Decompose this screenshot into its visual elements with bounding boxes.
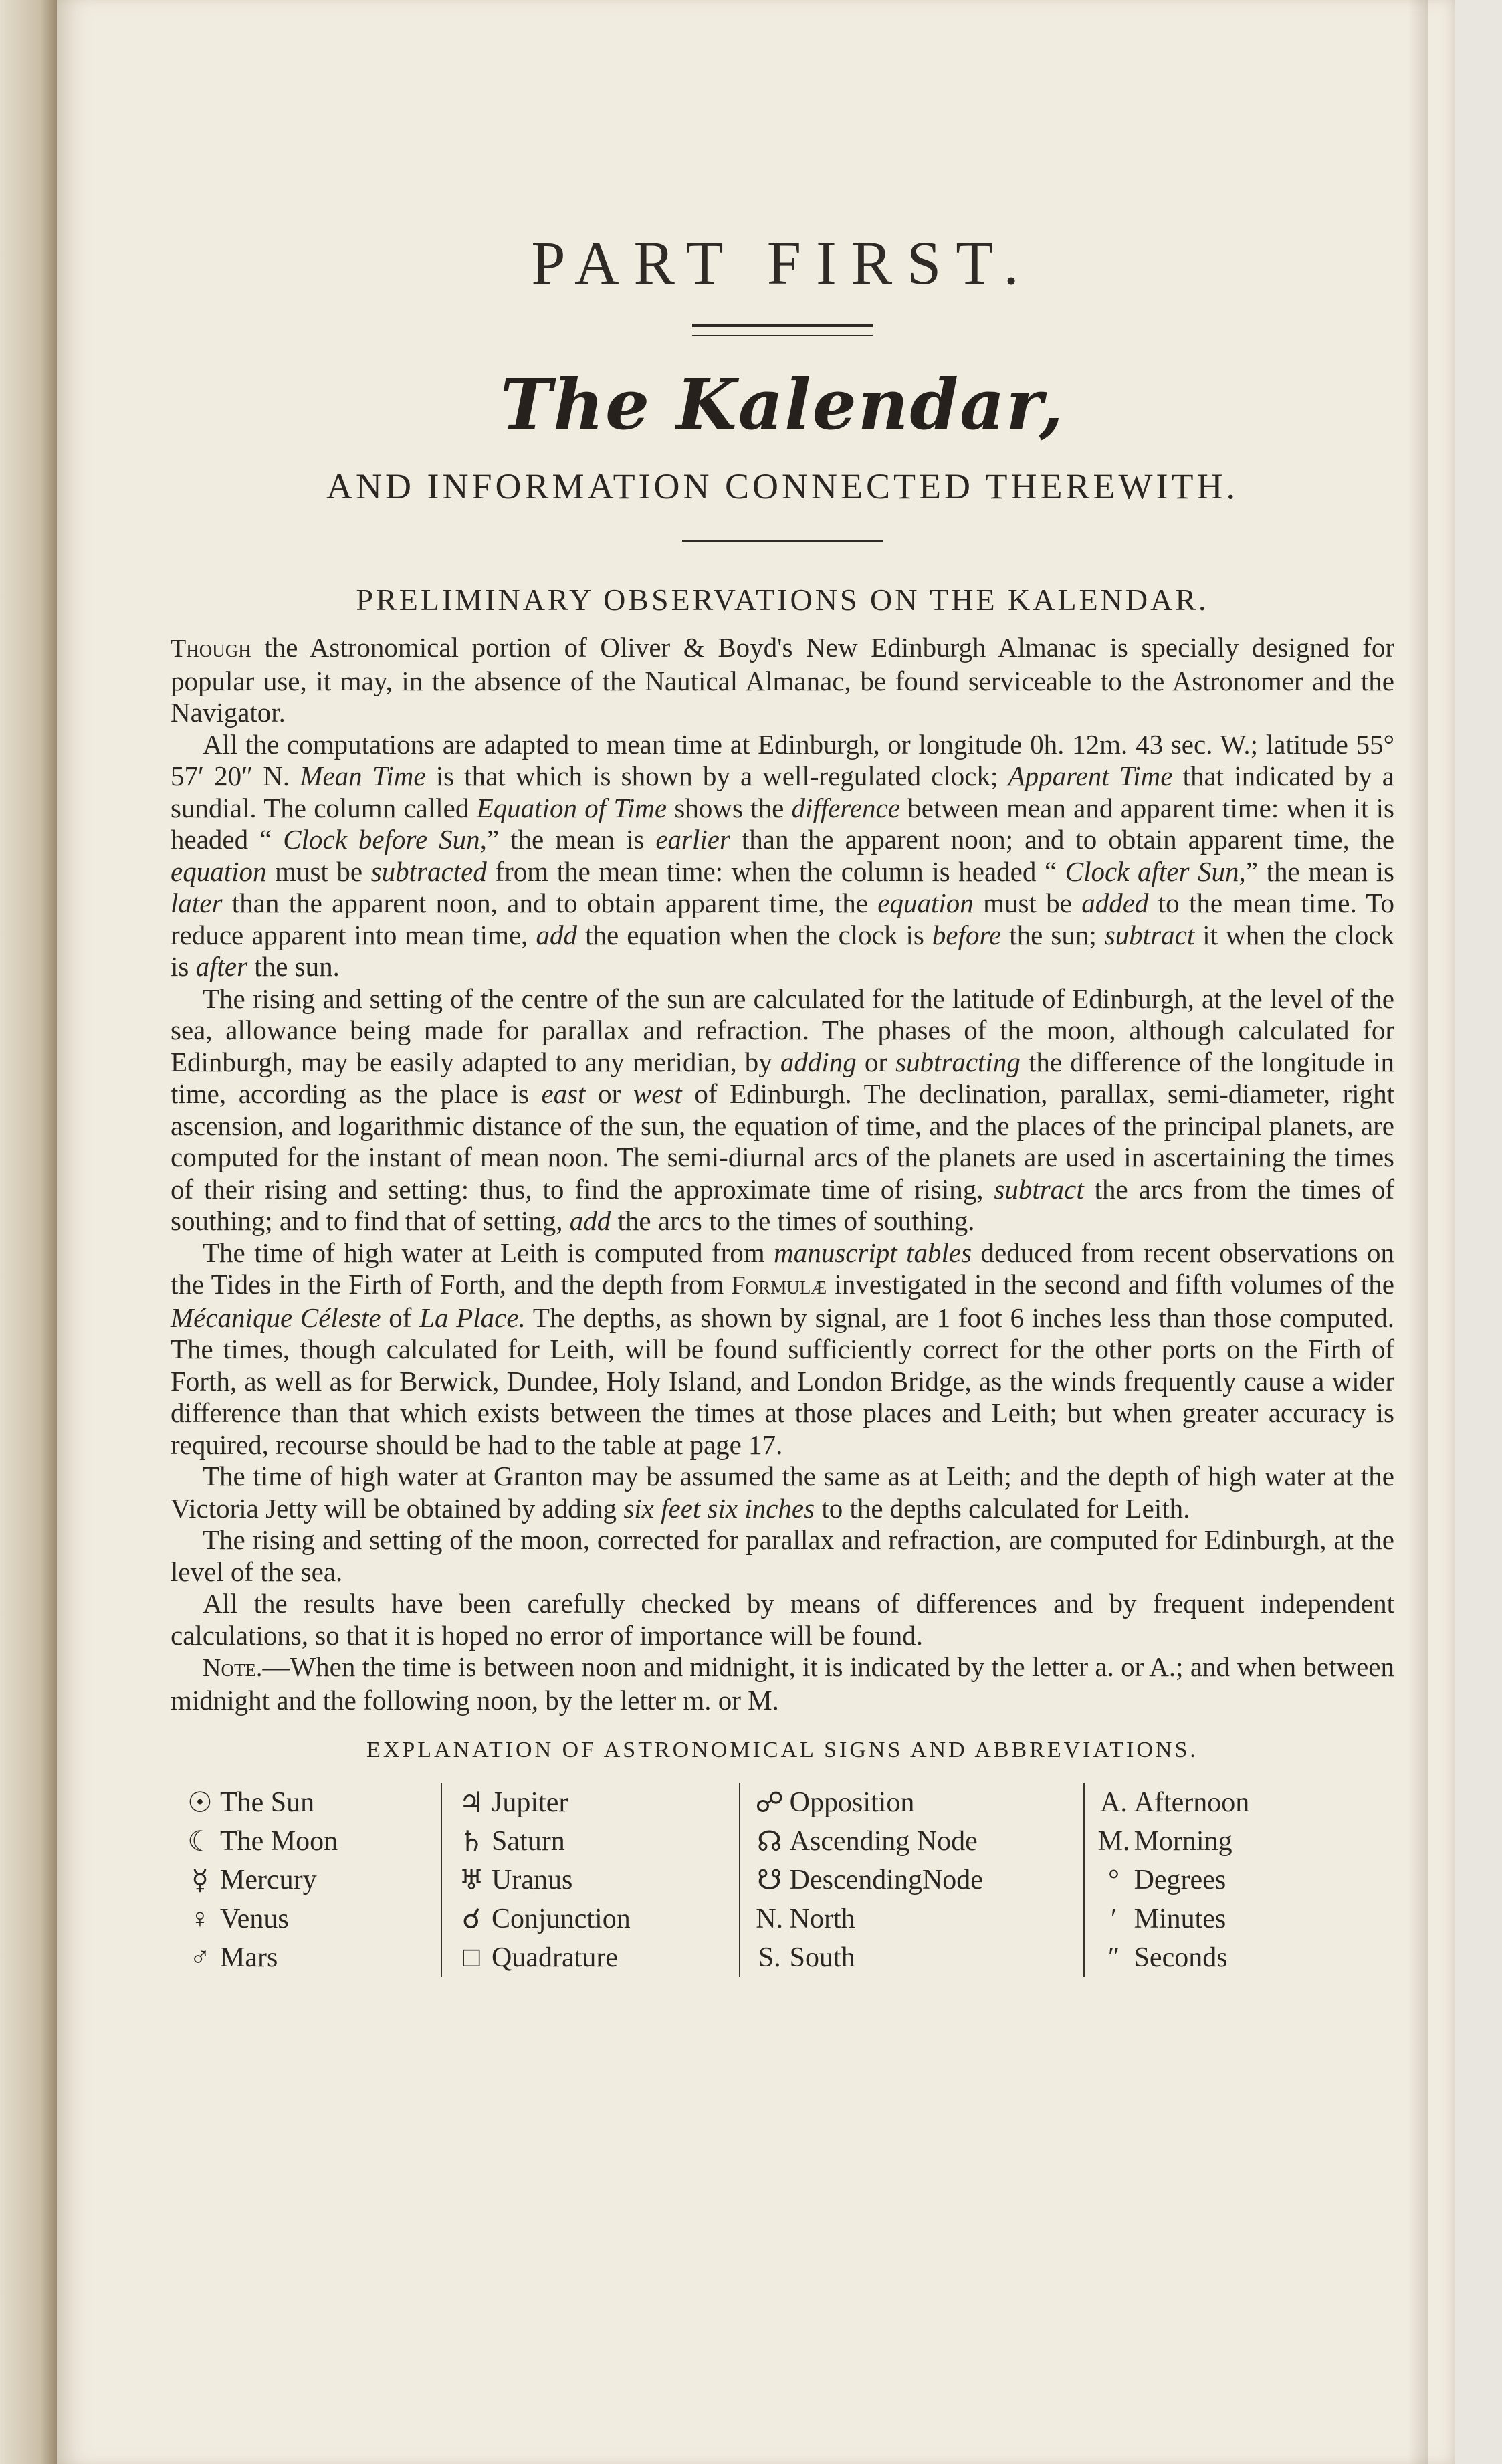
descending-node-symbol-icon: ☋	[757, 1865, 782, 1896]
italic-run: difference	[791, 792, 900, 823]
italic-run: six feet six inches	[623, 1492, 815, 1524]
sign-label: The Moon	[220, 1826, 338, 1857]
ascending-node-symbol-icon: ☊	[757, 1827, 782, 1857]
sign-row	[750, 1900, 1074, 1938]
text-run: the sun;	[1001, 919, 1105, 950]
italic-run: earlier	[655, 824, 730, 855]
text-run: than the apparent noon; and to obtain apparent time, the	[730, 824, 1395, 855]
sign-row	[180, 1861, 431, 1900]
text-run: The depths, as shown by signal, are 1 foot 6 inches less than those computed. The times, though calculated for Leith, will be found sufficiently correct for the other ports on the Firth of Forth, as well as for Berwick, Dundee, Holy Island, and London Bridge, as the winds frequently cause a wider difference than that which exists between the times at those places and Leith; but when greater accuracy is required, recourse should be had to the table at page 17.	[171, 1302, 1394, 1460]
text-run: from the mean time: when the column is headed “	[486, 855, 1065, 887]
signs-column-4	[1083, 1783, 1394, 1977]
degrees-symbol-icon: °	[1108, 1865, 1119, 1895]
text-run: investigated in the second and fifth volumes of the	[827, 1269, 1394, 1300]
text-run: All the computations are adapted to mean time at Edinburgh, or longitude 0h. 12m. 43 sec. W.; latitude 55° 57′ 20″ N.	[171, 728, 1394, 791]
italic-run: manuscript tables	[774, 1237, 972, 1268]
italic-run: west	[633, 1078, 682, 1109]
sign-label: Ascending Node	[789, 1826, 978, 1857]
italic-run: Clock before Sun,	[283, 824, 487, 855]
text-run: it when the clock is	[171, 919, 1395, 982]
text-run: The rising and setting of the centre of the sun are calculated for the latitude of Edinburgh, at the level of the sea, allowance being made for parallax and refraction. The phases of the moon, although calculated for Edinburgh, may be easily adapted to any meridian, by	[171, 983, 1394, 1077]
sign-row	[180, 1900, 431, 1938]
text-run: to the mean time. To reduce apparent into mean time,	[171, 888, 1394, 950]
italic-run: Mécanique Céleste	[171, 1302, 381, 1333]
paragraph-granton	[171, 1461, 1394, 1524]
sign-label: DescendingNode	[789, 1865, 983, 1895]
paragraph-sun-moon	[171, 983, 1394, 1237]
signs-column-1	[171, 1783, 441, 1977]
uranus-symbol-icon: ♅	[459, 1865, 484, 1896]
quadrature-symbol-icon: □	[463, 1942, 480, 1973]
morning-abbrev: M.	[1097, 1826, 1130, 1857]
north-abbrev: N.	[756, 1904, 784, 1934]
south-abbrev: S.	[758, 1942, 781, 1973]
text-run: is that which is shown by a well-regulated clock;	[425, 760, 1008, 791]
text-run: The time of high water at Leith is computed from	[203, 1237, 774, 1268]
saturn-symbol-icon: ♄	[459, 1827, 484, 1857]
sign-row	[750, 1861, 1074, 1900]
explanation-heading: EXPLANATION OF ASTRONOMICAL SIGNS AND ABBREVIATIONS.	[366, 1738, 1198, 1762]
afternoon-abbrev: A.	[1100, 1787, 1128, 1818]
lead-word: Though	[171, 635, 251, 663]
italic-run: after	[195, 951, 248, 982]
sign-label: Quadrature	[492, 1942, 618, 1973]
sign-label: South	[789, 1942, 855, 1973]
moon-symbol-icon: ☾	[187, 1827, 213, 1857]
sign-row	[1094, 1822, 1385, 1861]
sign-row	[750, 1822, 1074, 1861]
sign-row	[180, 1938, 431, 1977]
text-run: to the depths calculated for Leith.	[815, 1492, 1190, 1524]
sign-row	[1094, 1938, 1385, 1977]
italic-run: later	[171, 888, 223, 918]
italic-run: Mean Time	[300, 760, 426, 791]
sign-row	[1094, 1783, 1385, 1822]
sign-row	[1094, 1900, 1385, 1938]
italic-run: La Place.	[419, 1302, 526, 1333]
part-title: PART FIRST.	[531, 229, 1034, 297]
text-run: the arcs to the times of southing.	[611, 1205, 975, 1236]
sign-label: North	[789, 1904, 855, 1934]
text-run: must be	[266, 855, 371, 887]
text-run: —When the time is between noon and midnight, it is indicated by the letter a. or A.; and when between midnight and the following noon, by the letter m. or M.	[171, 1651, 1394, 1716]
sign-label: Afternoon	[1134, 1787, 1250, 1818]
text-run: The time of high water at Granton may be assumed the same as at Leith; and the depth of high water at the Victoria Jetty will be obtained by adding	[171, 1461, 1394, 1524]
text-run: of Edinburgh. The declination, parallax, semi-diameter, right ascension, and logarithmic distance of the sun, the equation of time, and the places of the principal planets, are computed for the instant of mean noon. The semi-diurnal arcs of the planets are used in ascertaining the times of their rising and setting: thus, to find the approximate time of rising,	[171, 1078, 1394, 1205]
section-heading: PRELIMINARY OBSERVATIONS ON THE KALENDAR.	[356, 583, 1209, 617]
sign-label: Morning	[1134, 1826, 1232, 1857]
signs-table	[171, 1783, 1394, 1977]
text-run: ” the mean is	[486, 824, 656, 855]
sign-row	[180, 1783, 431, 1822]
sign-label: Opposition	[789, 1787, 915, 1818]
italic-run: Clock after Sun,	[1065, 855, 1246, 887]
signs-column-3	[739, 1783, 1083, 1977]
italic-run: east	[541, 1078, 586, 1109]
subtitle: AND INFORMATION CONNECTED THEREWITH.	[326, 466, 1239, 506]
conjunction-symbol-icon: ☌	[461, 1904, 481, 1935]
sign-label: Jupiter	[492, 1787, 568, 1818]
page-shadow	[1408, 0, 1428, 2464]
minutes-symbol-icon: ′	[1110, 1904, 1117, 1934]
text-run: the equation when the clock is	[577, 919, 932, 950]
page-content	[171, 201, 1394, 1977]
sign-row	[451, 1861, 730, 1900]
text-run: the sun.	[247, 951, 340, 982]
italic-run: equation	[877, 888, 974, 918]
italic-run: subtract	[1104, 919, 1195, 950]
paragraph-mean-time	[171, 729, 1394, 983]
signs-column-2	[441, 1783, 739, 1977]
italic-run: Equation of Time	[476, 792, 667, 823]
subtitle-rule	[682, 540, 883, 542]
sign-row	[451, 1938, 730, 1977]
italic-run: before	[932, 919, 1002, 950]
text-run: shows the	[667, 792, 792, 823]
mercury-symbol-icon: ☿	[191, 1865, 209, 1896]
sign-label: Minutes	[1134, 1904, 1226, 1934]
book-page-edge	[0, 0, 57, 2464]
text-run: than the apparent noon, and to obtain apparent time, the	[222, 888, 878, 918]
italic-run: add	[569, 1205, 611, 1236]
italic-run: adding	[780, 1046, 857, 1077]
opposition-symbol-icon: ☍	[755, 1788, 784, 1819]
venus-symbol-icon: ♀	[189, 1904, 211, 1934]
mars-symbol-icon: ♂	[189, 1942, 211, 1973]
italic-run: subtracted	[370, 855, 487, 887]
paragraph-high-water-leith	[171, 1237, 1394, 1461]
paragraph-intro	[171, 632, 1394, 729]
sign-label: The Sun	[220, 1787, 315, 1818]
text-run: the difference of the longitude in time, according as the place is	[171, 1046, 1394, 1109]
sign-row	[750, 1783, 1074, 1822]
paragraph-results-checked: All the results have been carefully checked by means of differences and by frequent independent calculations, so that it is hoped no error of importance will be found.	[171, 1588, 1394, 1651]
sign-label: Mars	[220, 1942, 278, 1973]
italic-run: Apparent Time	[1008, 760, 1173, 791]
sign-row	[750, 1938, 1074, 1977]
italic-run: subtracting	[895, 1046, 1021, 1077]
sign-label: Uranus	[492, 1865, 573, 1895]
italic-run: subtract	[994, 1173, 1084, 1205]
text-run: of	[381, 1302, 420, 1333]
title-rule	[692, 324, 873, 336]
seconds-symbol-icon: ″	[1107, 1942, 1120, 1973]
paragraph-moon-rising: The rising and setting of the moon, corrected for parallax and refraction, are computed for Edinburgh, at the level of the sea.	[171, 1524, 1394, 1587]
paragraph-note	[171, 1651, 1394, 1716]
jupiter-symbol-icon: ♃	[459, 1788, 484, 1819]
kalendar-title: The Kalendar,	[500, 363, 1065, 445]
sign-label: Saturn	[492, 1826, 565, 1857]
text-run: deduced from recent observations on the Tides in the Firth of Forth, and the depth from	[171, 1237, 1395, 1300]
italic-run: equation	[171, 855, 267, 887]
sign-row	[451, 1783, 730, 1822]
text-run: that indicated by a sundial. The column called	[171, 760, 1395, 823]
sign-row	[451, 1822, 730, 1861]
sign-row	[451, 1900, 730, 1938]
smallcaps-run: Formulæ	[731, 1271, 827, 1300]
text-run: must be	[973, 888, 1082, 918]
text-run: between mean and apparent time: when it is headed “	[171, 792, 1395, 855]
sign-label: Venus	[220, 1904, 289, 1934]
text-run: the Astronomical portion of Oliver & Boyd's New Edinburgh Almanac is specially designed for popular use, it may, in the absence of the Nautical Almanac, be found serviceable to the Astronomer and the Navigator.	[171, 632, 1394, 728]
sign-label: Mercury	[220, 1865, 317, 1895]
text-run: or	[585, 1078, 633, 1109]
sign-label: Degrees	[1134, 1865, 1226, 1895]
sign-label: Seconds	[1134, 1942, 1228, 1973]
text-run: the arcs from the times of southing; and to find that of setting,	[171, 1173, 1394, 1236]
text-run: ” the mean is	[1245, 855, 1394, 887]
sign-row	[180, 1822, 431, 1861]
sun-symbol-icon: ☉	[187, 1788, 213, 1819]
note-label: Note.	[203, 1654, 263, 1682]
sign-label: Conjunction	[492, 1904, 631, 1934]
text-run: or	[856, 1046, 896, 1077]
sign-row	[1094, 1861, 1385, 1900]
italic-run: added	[1081, 888, 1149, 918]
italic-run: add	[536, 919, 577, 950]
